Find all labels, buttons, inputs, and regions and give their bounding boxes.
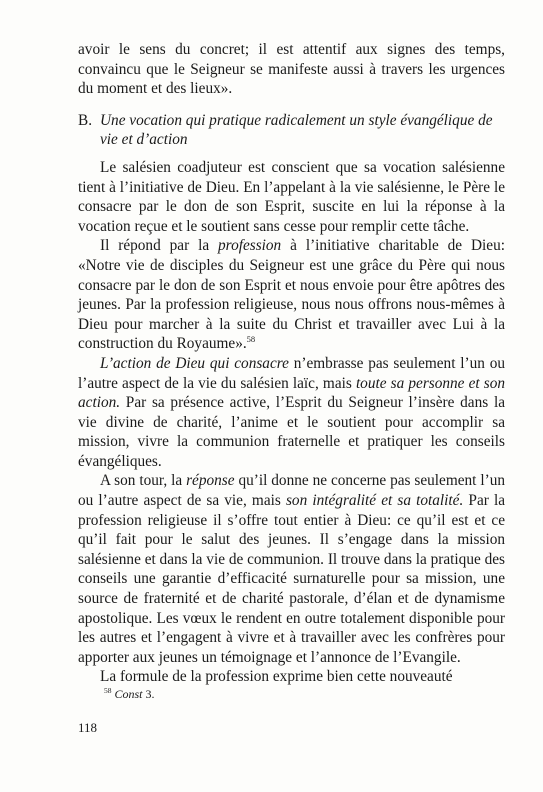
footnote-ref-text: 3. (142, 687, 155, 701)
section-title: Une vocation qui pratique radicalement un style évangélique de vie et d’action (100, 111, 493, 149)
footnote-ref: 58 (246, 334, 256, 345)
emphasis: son intégralité et sa totalité. (285, 492, 464, 510)
text-run: n’embrasse pas seulement l’un ou l’autre aspect de la vie du salésien laïc, mais (78, 354, 506, 392)
text-run: Par sa présence active, l’Esprit du Seigneur l’insère dans la vie divine de charité, l’anime et le soutient pour accomplir sa mission, vivre la communion fraternelle et pratiquer les conseils évangéliques. (78, 394, 505, 470)
paragraph-4 (78, 471, 505, 667)
text-run: Il répond par la (100, 237, 219, 255)
text-run: à l’initiative charitable de Dieu: «Notre vie de disciples du Seigneur est une grâce du Père qui nous consacre par le don de son Esprit et nous envoie pour être apôtres des jeunes. Par la profession religieuse, nous nous offrons nous-mêmes à Dieu pour marcher à la suite du Christ et travailler avec Lui à la construction du Royaume». (78, 237, 505, 353)
page-body (78, 40, 505, 687)
paragraph-continued: avoir le sens du concret; il est attentif aux signes des temps, convaincu que le Seigneur se manifeste aussi à travers les urgences du moment et des lieux». (78, 41, 505, 98)
emphasis: L’action de Dieu qui consacre (100, 354, 289, 372)
paragraph-1: Le salésien coadjuteur est conscient que sa vocation salésienne tient à l’initiative de Dieu. En l’appelant à la vie salésienne, le Père le consacre par le don de son Esprit, suscite en lui la réponse à la vocation reçue et le soutient sans cesse pour remplir cette tâche. (78, 158, 505, 235)
section-heading-b (78, 111, 505, 150)
emphasis: réponse (186, 472, 235, 490)
text-run: qu’il donne ne concerne pas seulement l’un ou l’autre aspect de sa vie, mais (78, 472, 505, 510)
paragraph-2 (78, 236, 505, 354)
emphasis: profession (218, 237, 282, 255)
paragraph-3 (78, 354, 505, 472)
section-label: B. (78, 111, 93, 129)
footnote-number: 58 (104, 686, 112, 695)
emphasis: toute sa personne et son action. (78, 374, 505, 412)
footnote-source: Const (114, 687, 143, 701)
paragraph-5: La formule de la profession exprime bien cette nouveauté (100, 668, 453, 686)
text-run: A son tour, la (100, 472, 187, 490)
text-run: Par la profession religieuse il s’offre tout entier à Dieu: ce qu’il est et ce qu’il fait pour le salut des jeunes. Il s’engage dans la mission salésienne et dans la vie de communion. Il trouve dans la pratique des conseils une garantie d’efficacité surnaturelle pour sa mission, une source de fraternité et de charité pastorale, d’élan et de dynamisme apostolique. Les vœux le rendent en outre totalement disponible pour les autres et l’engagent à vivre et à travailler avec les confrères pour apporter aux jeunes un témoignage et l’annonce de l’Evangile. (78, 492, 505, 666)
page-number: 118 (78, 720, 98, 735)
footnote (104, 687, 155, 702)
